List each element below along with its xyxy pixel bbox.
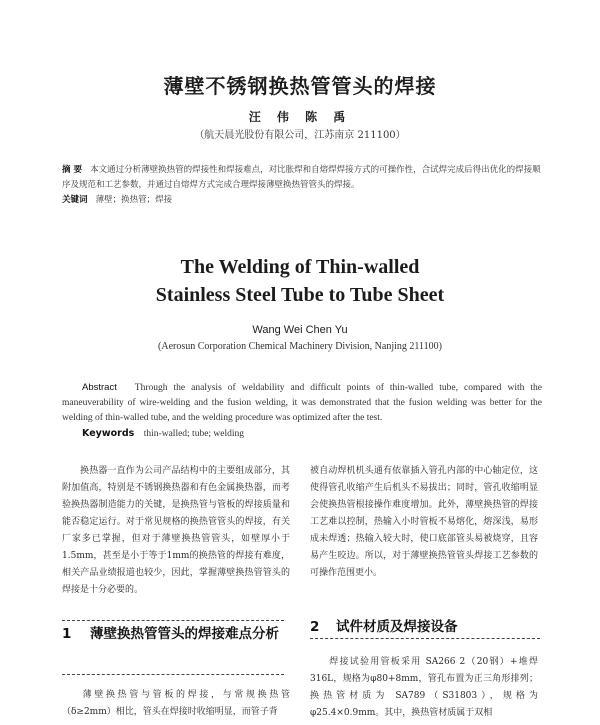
chinese-affiliation: （航天晨光股份有限公司，江苏南京 211100）: [194, 130, 406, 141]
section1-bottom-rule: [62, 674, 284, 675]
chinese-abstract-text: 本文通过分析薄壁换热管的焊接性和焊接难点，对比胀焊和自熔焊焊接方式的可操作性，合试焊完成后得出优化的焊接顺序及规范和工艺参数，并通过自熔焊方式完成合理焊接薄壁换热管管头的焊接。: [62, 165, 541, 190]
english-affiliation: (Aerosun Corporation Chemical Machinery Division, Nanjing 211100): [158, 341, 442, 352]
chinese-abstract-label: 摘 要: [62, 165, 82, 175]
chinese-abstract-para: [62, 163, 542, 193]
intro-right-column: 被自动焊机机头通有依靠插入管孔内部的中心轴定位，这使得管孔收缩产生后机头不易拔出；同时，管孔收缩明显会使换热管根接操作难度增加。此外，薄壁换热管的焊接工艺难以控制，热输入小时管板不易熔化，熔深浅，易形成未焊透；热输入较大时，使口底部管头易被烧穿，且容易产生咬边。所以，对于薄壁换热管管头焊接工艺参数的可操作范围更小。: [310, 466, 538, 578]
english-authors: Wang Wei Chen Yu: [252, 324, 348, 336]
section2-number: 2: [310, 619, 320, 635]
english-keywords-label: Keywords: [82, 428, 135, 439]
english-keywords-text: thin-walled; tube; welding: [143, 429, 245, 439]
section2-heading: [310, 615, 550, 635]
intro-left-text: 换热器一直作为公司产品结构中的主要组成部分，其附加值高，特别是不锈钢换热器和有色金属换热器，而考验换热器制造能力的关键，是换热管与管板的焊接质量和能否稳定运行。对于常见规格的换热管管头的焊接，有关厂家多已掌握，但对于薄壁换热管管头，如壁厚小于1.5mm，甚至是小于等于1mm的换热管的焊接有难度，相关产品业绩报道也较少，因此，掌握薄壁换热管管头的焊接是十分必要的。: [62, 466, 290, 595]
chinese-abstract: [62, 163, 542, 208]
english-keywords: [62, 426, 542, 442]
section2-bottom-rule: [310, 638, 540, 639]
section1-number: 1: [62, 626, 72, 642]
section1-title: 薄壁换热管管头的焊接难点分析: [90, 626, 279, 642]
section1-column: [62, 687, 290, 721]
chinese-title: 薄壁不锈钢换热管管头的焊接: [163, 74, 437, 98]
section2-text: 焊接试验用管板采用 SA266 2（20钢）+堆焊316L，规格为φ80+8mm，管孔布置为正三角形排列；换热管材质为 SA789（S31803），规格为φ25.4×0.9mm。其中，换热管材质属于双相: [310, 657, 538, 718]
section2-title: 试件材质及焊接设备: [336, 619, 458, 635]
chinese-keywords: [62, 193, 542, 208]
section1-text: 薄壁换热管与管板的焊接，与常规换热管（δ≥2mm）相比，管头在焊接时收缩明显，而管子背: [62, 690, 290, 717]
english-abstract-text: Through the analysis of weldability and difficult points of thin-walled tube, compared with the maneuverability of wire-welding and the fusion welding, it was demonstrated that the fusion welding was better for the welding of thin-walled tube, and the welding procedure was optimized after the test.: [62, 383, 542, 423]
intro-left-column: [62, 463, 290, 599]
chinese-authors: 汪 伟 陈 禹: [248, 110, 352, 124]
section1-heading: [62, 622, 307, 646]
section1-top-rule: [62, 620, 284, 621]
english-title-line2: Stainless Steel Tube to Tube Sheet: [155, 284, 445, 306]
section2-column: [310, 654, 538, 722]
chinese-keywords-text: 薄壁；换热管；焊接: [95, 195, 173, 205]
english-abstract-para: [62, 380, 542, 426]
chinese-keywords-label: 关键词: [62, 195, 88, 205]
english-title-line1: The Welding of Thin-walled: [180, 256, 420, 278]
english-abstract-label: Abstract: [82, 382, 117, 393]
english-abstract: [62, 380, 542, 442]
